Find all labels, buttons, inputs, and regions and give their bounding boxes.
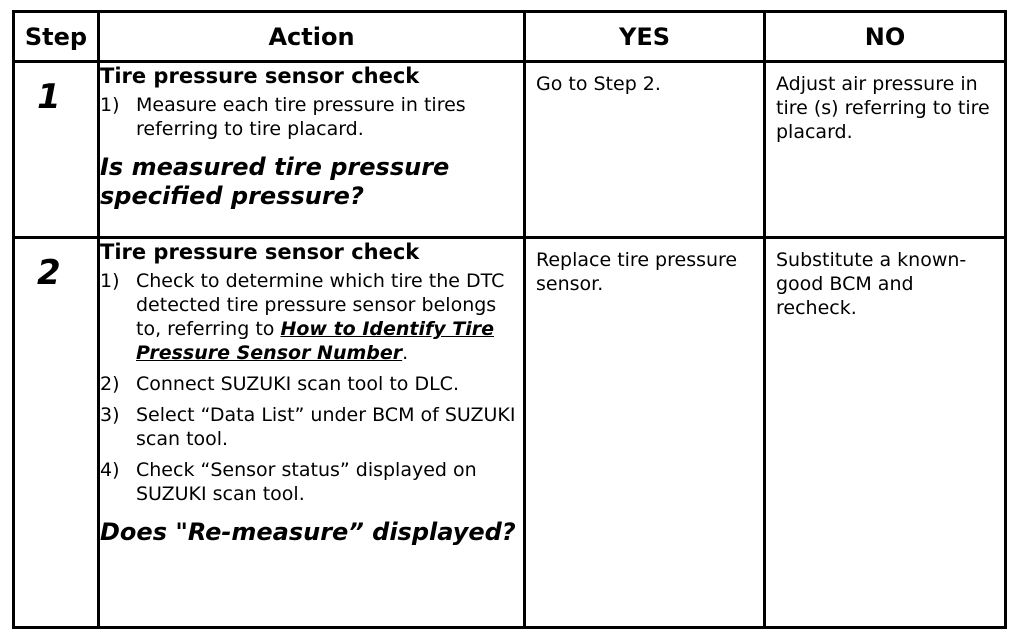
list-item	[100, 372, 523, 396]
item-text: Connect SUZUKI scan tool to DLC.	[136, 373, 459, 396]
item-number: 1)	[100, 94, 120, 117]
item-text-after: .	[402, 342, 409, 365]
table-row-step-1	[14, 62, 1006, 238]
item-text: Measure each tire pressure in tires referring to tire placard.	[136, 94, 466, 141]
no-result: Adjust air pressure in tire (s) referring to tire placard.	[776, 73, 990, 144]
action-cell	[99, 62, 525, 238]
yes-result: Go to Step 2.	[536, 73, 661, 96]
action-title: Tire pressure sensor check	[100, 240, 420, 265]
yes-cell	[525, 238, 765, 628]
step-number: 2	[37, 253, 61, 294]
step-cell	[14, 238, 99, 628]
yes-result: Replace tire pressure sensor.	[536, 249, 738, 296]
item-number: 3)	[100, 404, 120, 427]
no-cell	[765, 238, 1006, 628]
item-text	[136, 269, 523, 365]
header-no: NO	[765, 12, 1006, 62]
no-result: Substitute a known-good BCM and recheck.	[776, 249, 967, 320]
item-text: Check “Sensor status” displayed on SUZUKI scan tool.	[136, 459, 477, 506]
reference-link[interactable]: How to Identify Tire Pressure Sensor Number	[136, 318, 494, 365]
step-cell	[14, 62, 99, 238]
action-list	[100, 269, 523, 506]
item-number: 1)	[100, 270, 120, 293]
item-text: Select “Data List” under BCM of SUZUKI scan tool.	[136, 404, 516, 451]
yes-cell	[525, 62, 765, 238]
check-question: Is measured tire pressure specified pressure?	[100, 153, 450, 211]
table-row-step-2	[14, 238, 1006, 628]
action-list	[100, 93, 523, 141]
item-text-before: Check to determine which tire the DTC detected tire pressure sensor belongs to, referring to	[136, 270, 505, 341]
header-action: Action	[99, 12, 525, 62]
action-cell	[99, 238, 525, 628]
diagnosis-table	[12, 10, 1007, 629]
header-row	[14, 12, 1006, 62]
list-item	[100, 93, 523, 141]
step-number: 1	[37, 77, 61, 118]
action-title: Tire pressure sensor check	[100, 64, 420, 89]
header-yes: YES	[525, 12, 765, 62]
list-item	[100, 458, 523, 506]
check-question: Does "Re-measure” displayed?	[100, 518, 516, 547]
list-item	[100, 269, 523, 365]
item-number: 2)	[100, 373, 120, 396]
item-number: 4)	[100, 459, 120, 482]
header-step: Step	[14, 12, 99, 62]
list-item	[100, 403, 523, 451]
no-cell	[765, 62, 1006, 238]
